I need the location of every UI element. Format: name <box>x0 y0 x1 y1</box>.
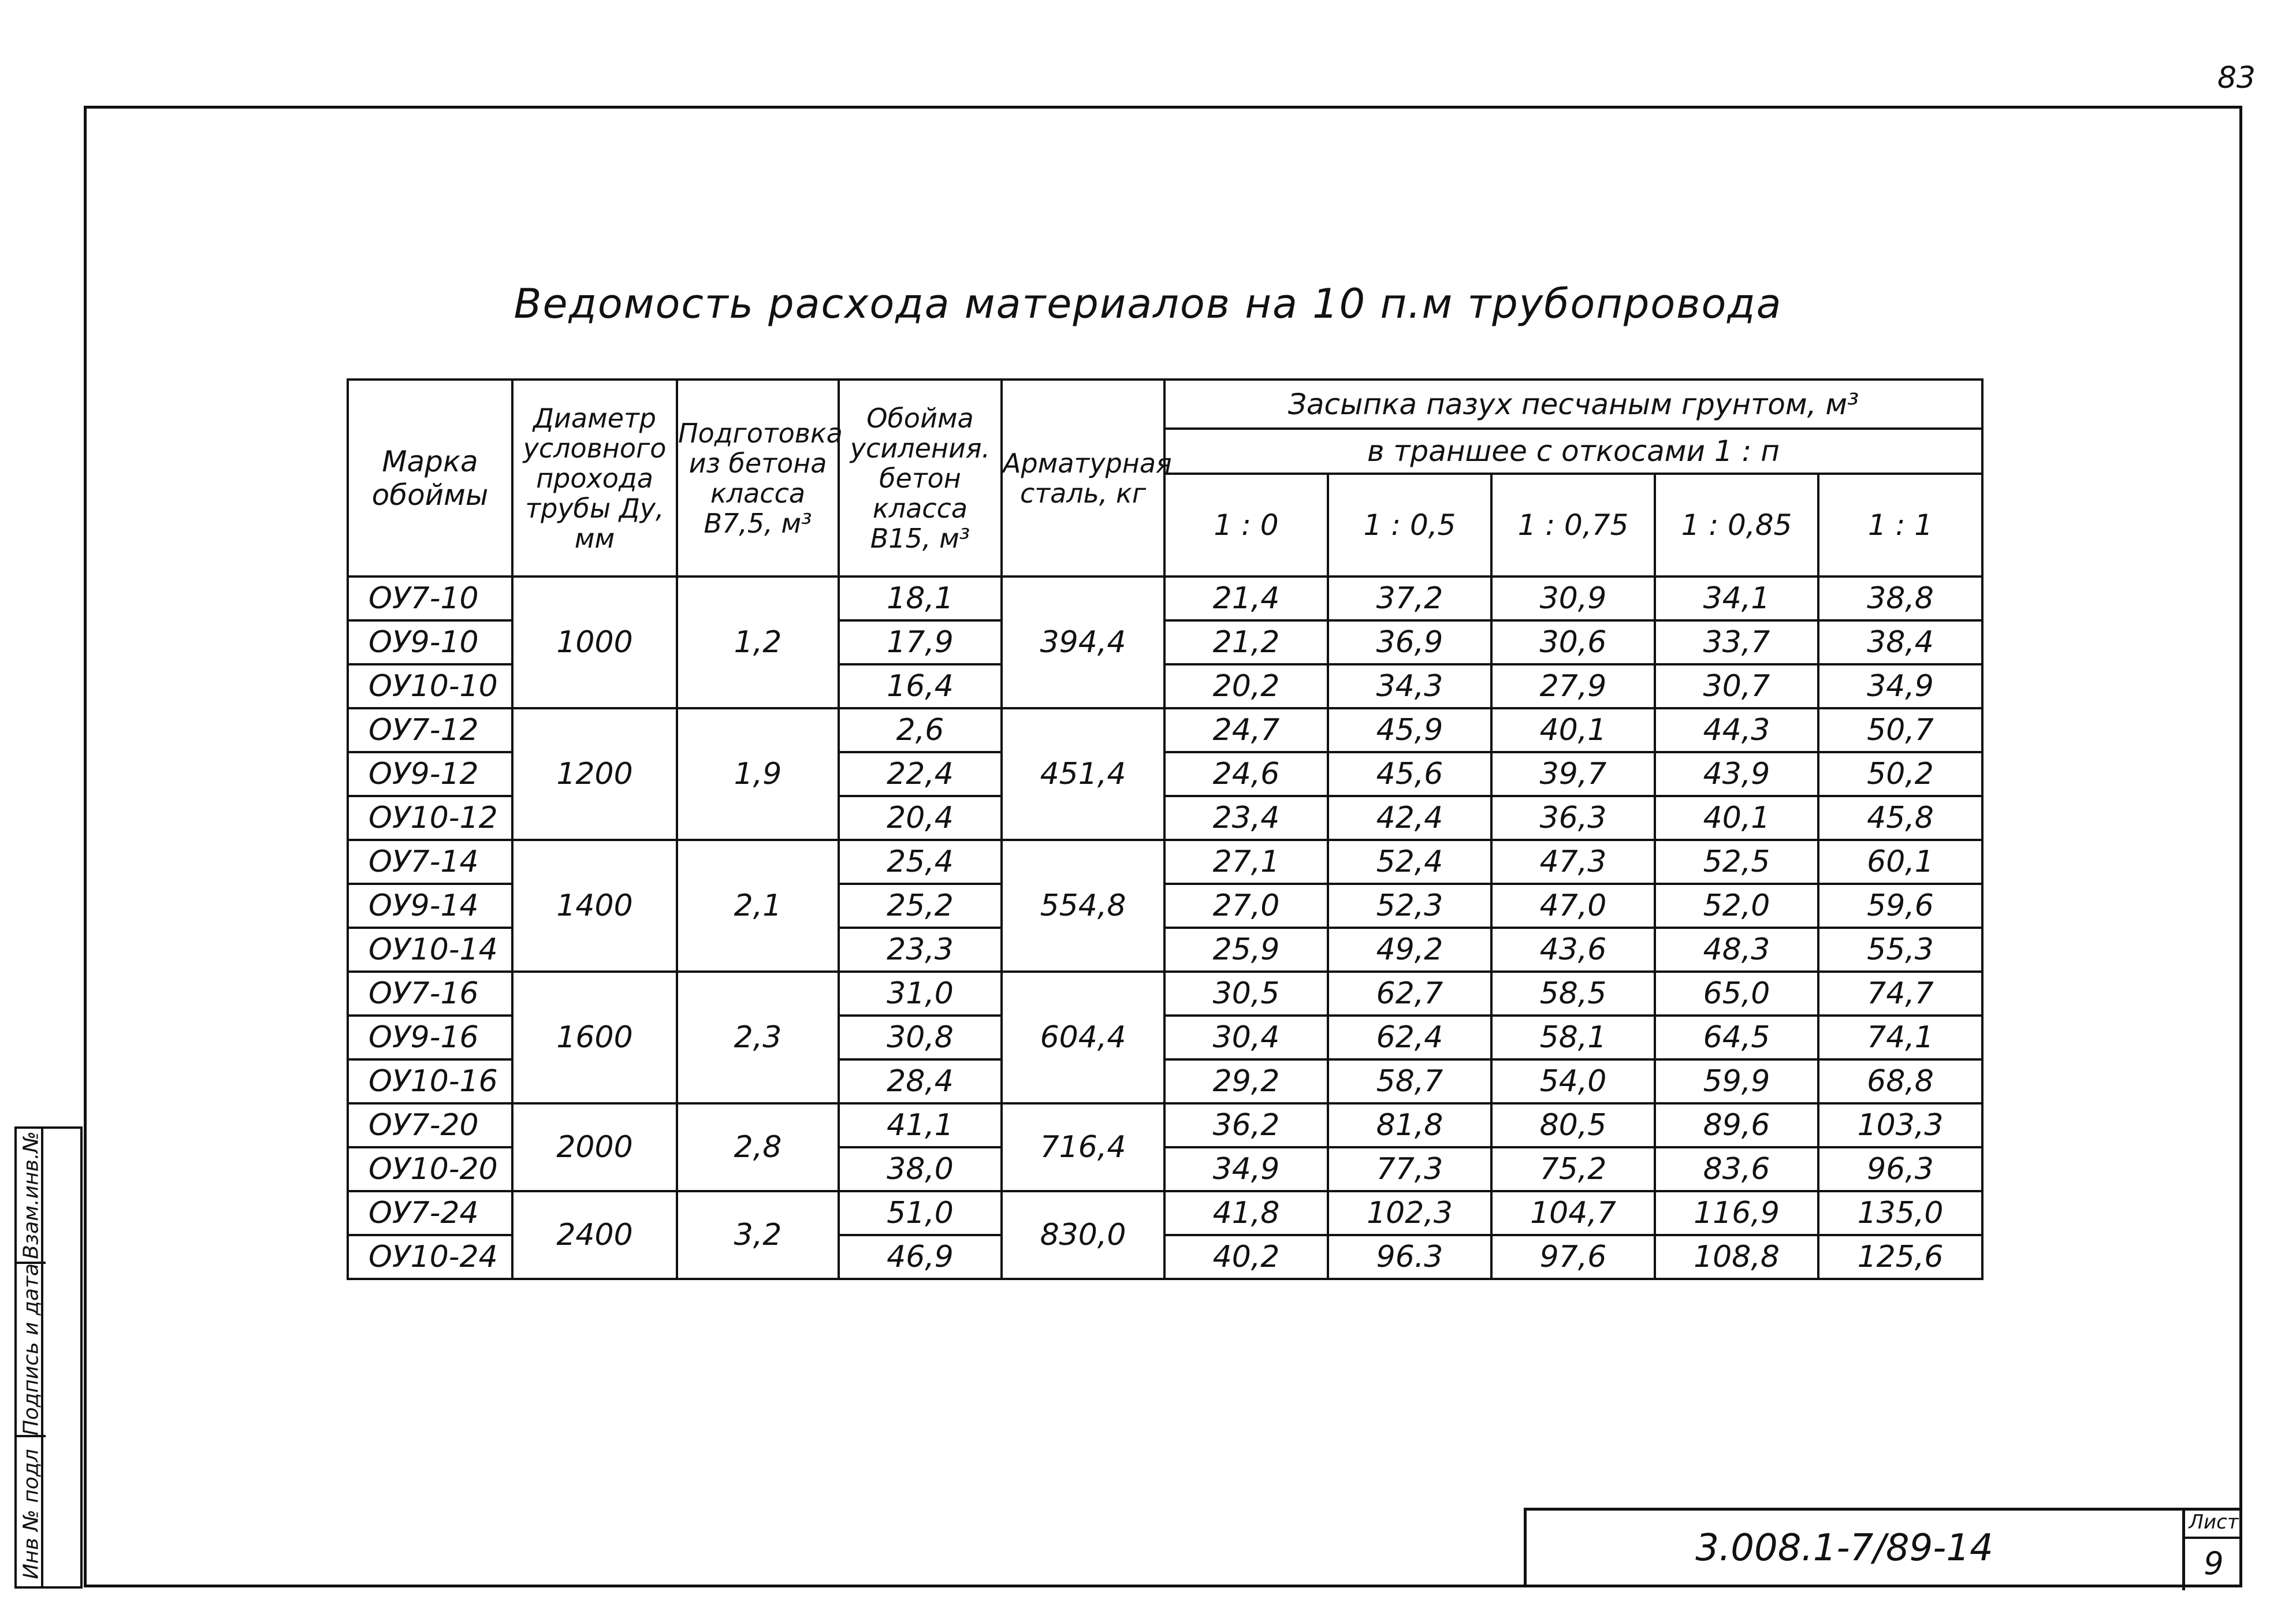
header-slope: 1 : 0,5 <box>1328 474 1491 577</box>
cell-cage: 51,0 <box>839 1191 1002 1235</box>
cell-fill: 125,6 <box>1818 1235 1982 1279</box>
cell-fill: 97,6 <box>1491 1235 1655 1279</box>
side-cell-sign: Подпись и дата <box>17 1262 46 1435</box>
page-number: 83 <box>2217 61 2256 95</box>
table-body <box>348 577 1982 1279</box>
side-cell-inv: Инв № подл <box>17 1435 46 1591</box>
cell-fill: 77,3 <box>1328 1147 1491 1191</box>
cell-fill: 65,0 <box>1655 972 1818 1016</box>
table-row <box>348 577 1982 620</box>
cell-fill: 47,3 <box>1491 840 1655 884</box>
cell-fill: 75,2 <box>1491 1147 1655 1191</box>
cell-cage: 18,1 <box>839 577 1002 620</box>
cell-mark: ОУ7-14 <box>348 840 512 884</box>
cell-fill: 62,7 <box>1328 972 1491 1016</box>
cell-mark: ОУ9-12 <box>348 752 512 796</box>
table-row <box>348 972 1982 1016</box>
document-title: Ведомость расхода материалов на 10 п.м трубопровода <box>513 280 1783 328</box>
cell-fill: 48,3 <box>1655 928 1818 972</box>
cell-diameter: 1000 <box>512 577 677 708</box>
cell-fill: 30,6 <box>1491 620 1655 664</box>
cell-fill: 64,5 <box>1655 1016 1818 1059</box>
cell-fill: 34,1 <box>1655 577 1818 620</box>
cell-mark: ОУ9-10 <box>348 620 512 664</box>
side-stamp <box>14 1126 83 1589</box>
cell-fill: 21,4 <box>1164 577 1328 620</box>
cell-fill: 24,6 <box>1164 752 1328 796</box>
table-row <box>348 1191 1982 1235</box>
cell-fill: 45,8 <box>1818 796 1982 840</box>
document-code: 3.008.1-7/89-14 <box>1695 1527 1993 1570</box>
cell-fill: 68,8 <box>1818 1059 1982 1103</box>
cell-fill: 36,9 <box>1328 620 1491 664</box>
cell-mark: ОУ7-20 <box>348 1103 512 1147</box>
cell-fill: 43,9 <box>1655 752 1818 796</box>
cell-prep: 2,3 <box>677 972 839 1103</box>
cell-mark: ОУ7-12 <box>348 708 512 752</box>
cell-mark: ОУ10-20 <box>348 1147 512 1191</box>
cell-steel: 604,4 <box>1002 972 1164 1103</box>
cell-fill: 23,4 <box>1164 796 1328 840</box>
cell-fill: 74,1 <box>1818 1016 1982 1059</box>
header-slope: 1 : 0,85 <box>1655 474 1818 577</box>
table-row <box>348 708 1982 752</box>
cell-fill: 39,7 <box>1491 752 1655 796</box>
cell-fill: 50,2 <box>1818 752 1982 796</box>
cell-fill: 58,7 <box>1328 1059 1491 1103</box>
cell-cage: 20,4 <box>839 796 1002 840</box>
cell-cage: 25,2 <box>839 884 1002 928</box>
cell-fill: 30,9 <box>1491 577 1655 620</box>
cell-fill: 38,8 <box>1818 577 1982 620</box>
cell-mark: ОУ7-10 <box>348 577 512 620</box>
cell-cage: 46,9 <box>839 1235 1002 1279</box>
cell-fill: 83,6 <box>1655 1147 1818 1191</box>
cell-fill: 50,7 <box>1818 708 1982 752</box>
sheet-number: 9 <box>2204 1545 2224 1582</box>
cell-fill: 34,3 <box>1328 664 1491 708</box>
cell-cage: 38,0 <box>839 1147 1002 1191</box>
table-row <box>348 1103 1982 1147</box>
cell-cage: 25,4 <box>839 840 1002 884</box>
header-steel: Арматурная сталь, кг <box>1002 380 1164 577</box>
cell-fill: 45,6 <box>1328 752 1491 796</box>
cell-prep: 1,9 <box>677 708 839 840</box>
cell-fill: 96,3 <box>1818 1147 1982 1191</box>
header-trench: в траншее с откосами 1 : п <box>1164 429 1982 474</box>
cell-diameter: 2400 <box>512 1191 677 1279</box>
cell-fill: 36,2 <box>1164 1103 1328 1147</box>
sheet-label: Лист <box>2185 1508 2242 1539</box>
header-diameter: Диаметр условного прохода трубы Ду, мм <box>512 380 677 577</box>
cell-fill: 89,6 <box>1655 1103 1818 1147</box>
cell-fill: 103,3 <box>1818 1103 1982 1147</box>
cell-fill: 102,3 <box>1328 1191 1491 1235</box>
cell-cage: 23,3 <box>839 928 1002 972</box>
cell-mark: ОУ10-14 <box>348 928 512 972</box>
header-slope: 1 : 0 <box>1164 474 1328 577</box>
cell-diameter: 2000 <box>512 1103 677 1191</box>
cell-fill: 37,2 <box>1328 577 1491 620</box>
cell-fill: 108,8 <box>1655 1235 1818 1279</box>
side-stamp-labels <box>14 1126 43 1589</box>
cell-fill: 33,7 <box>1655 620 1818 664</box>
cell-fill: 74,7 <box>1818 972 1982 1016</box>
cell-fill: 34,9 <box>1818 664 1982 708</box>
cell-fill: 34,9 <box>1164 1147 1328 1191</box>
cell-fill: 60,1 <box>1818 840 1982 884</box>
cell-fill: 30,5 <box>1164 972 1328 1016</box>
cell-cage: 17,9 <box>839 620 1002 664</box>
cell-fill: 41,8 <box>1164 1191 1328 1235</box>
cell-steel: 451,4 <box>1002 708 1164 840</box>
cell-prep: 3,2 <box>677 1191 839 1279</box>
cell-fill: 21,2 <box>1164 620 1328 664</box>
cell-fill: 42,4 <box>1328 796 1491 840</box>
cell-steel: 716,4 <box>1002 1103 1164 1191</box>
cell-fill: 52,5 <box>1655 840 1818 884</box>
cell-fill: 30,7 <box>1655 664 1818 708</box>
cell-fill: 52,3 <box>1328 884 1491 928</box>
cell-mark: ОУ10-10 <box>348 664 512 708</box>
cell-cage: 22,4 <box>839 752 1002 796</box>
cell-fill: 36,3 <box>1491 796 1655 840</box>
cell-cage: 41,1 <box>839 1103 1002 1147</box>
cell-steel: 554,8 <box>1002 840 1164 972</box>
cell-prep: 1,2 <box>677 577 839 708</box>
materials-table <box>347 378 1984 1280</box>
table-row <box>348 840 1982 884</box>
cell-fill: 40,2 <box>1164 1235 1328 1279</box>
cell-fill: 54,0 <box>1491 1059 1655 1103</box>
cell-fill: 81,8 <box>1328 1103 1491 1147</box>
sheet-box <box>2182 1508 2242 1590</box>
title-block <box>1524 1508 2242 1587</box>
cell-fill: 27,9 <box>1491 664 1655 708</box>
cell-fill: 116,9 <box>1655 1191 1818 1235</box>
cell-mark: ОУ10-24 <box>348 1235 512 1279</box>
cell-fill: 55,3 <box>1818 928 1982 972</box>
cell-fill: 59,6 <box>1818 884 1982 928</box>
cell-cage: 16,4 <box>839 664 1002 708</box>
cell-fill: 25,9 <box>1164 928 1328 972</box>
cell-fill: 45,9 <box>1328 708 1491 752</box>
cell-mark: ОУ9-14 <box>348 884 512 928</box>
cell-fill: 30,4 <box>1164 1016 1328 1059</box>
cell-fill: 47,0 <box>1491 884 1655 928</box>
side-stamp-fields <box>41 1126 83 1589</box>
cell-prep: 2,8 <box>677 1103 839 1191</box>
cell-fill: 135,0 <box>1818 1191 1982 1235</box>
header-backfill: Засыпка пазух песчаным грунтом, м³ <box>1164 380 1982 429</box>
header-prep: Подготовка из бетона класса В7,5, м³ <box>677 380 839 577</box>
cell-fill: 20,2 <box>1164 664 1328 708</box>
cell-fill: 104,7 <box>1491 1191 1655 1235</box>
cell-fill: 29,2 <box>1164 1059 1328 1103</box>
cell-fill: 80,5 <box>1491 1103 1655 1147</box>
cell-fill: 24,7 <box>1164 708 1328 752</box>
cell-cage: 31,0 <box>839 972 1002 1016</box>
header-mark: Марка обоймы <box>348 380 512 577</box>
cell-fill: 62,4 <box>1328 1016 1491 1059</box>
cell-mark: ОУ7-24 <box>348 1191 512 1235</box>
cell-fill: 58,1 <box>1491 1016 1655 1059</box>
cell-fill: 43,6 <box>1491 928 1655 972</box>
header-slope: 1 : 0,75 <box>1491 474 1655 577</box>
cell-cage: 2,6 <box>839 708 1002 752</box>
cell-mark: ОУ10-16 <box>348 1059 512 1103</box>
side-cell-vzam: Взам.инв.№ <box>19 1131 43 1259</box>
cell-fill: 96.3 <box>1328 1235 1491 1279</box>
cell-fill: 27,1 <box>1164 840 1328 884</box>
cell-fill: 52,4 <box>1328 840 1491 884</box>
cell-fill: 44,3 <box>1655 708 1818 752</box>
cell-cage: 28,4 <box>839 1059 1002 1103</box>
cell-steel: 394,4 <box>1002 577 1164 708</box>
cell-fill: 58,5 <box>1491 972 1655 1016</box>
cell-cage: 30,8 <box>839 1016 1002 1059</box>
cell-fill: 49,2 <box>1328 928 1491 972</box>
cell-fill: 40,1 <box>1655 796 1818 840</box>
cell-diameter: 1400 <box>512 840 677 972</box>
cell-mark: ОУ7-16 <box>348 972 512 1016</box>
cell-fill: 27,0 <box>1164 884 1328 928</box>
cell-fill: 38,4 <box>1818 620 1982 664</box>
cell-mark: ОУ9-16 <box>348 1016 512 1059</box>
cell-mark: ОУ10-12 <box>348 796 512 840</box>
cell-fill: 59,9 <box>1655 1059 1818 1103</box>
cell-diameter: 1200 <box>512 708 677 840</box>
header-cage: Обойма усиления. бетон класса В15, м³ <box>839 380 1002 577</box>
cell-diameter: 1600 <box>512 972 677 1103</box>
cell-fill: 40,1 <box>1491 708 1655 752</box>
cell-steel: 830,0 <box>1002 1191 1164 1279</box>
cell-fill: 52,0 <box>1655 884 1818 928</box>
cell-prep: 2,1 <box>677 840 839 972</box>
header-slope: 1 : 1 <box>1818 474 1982 577</box>
